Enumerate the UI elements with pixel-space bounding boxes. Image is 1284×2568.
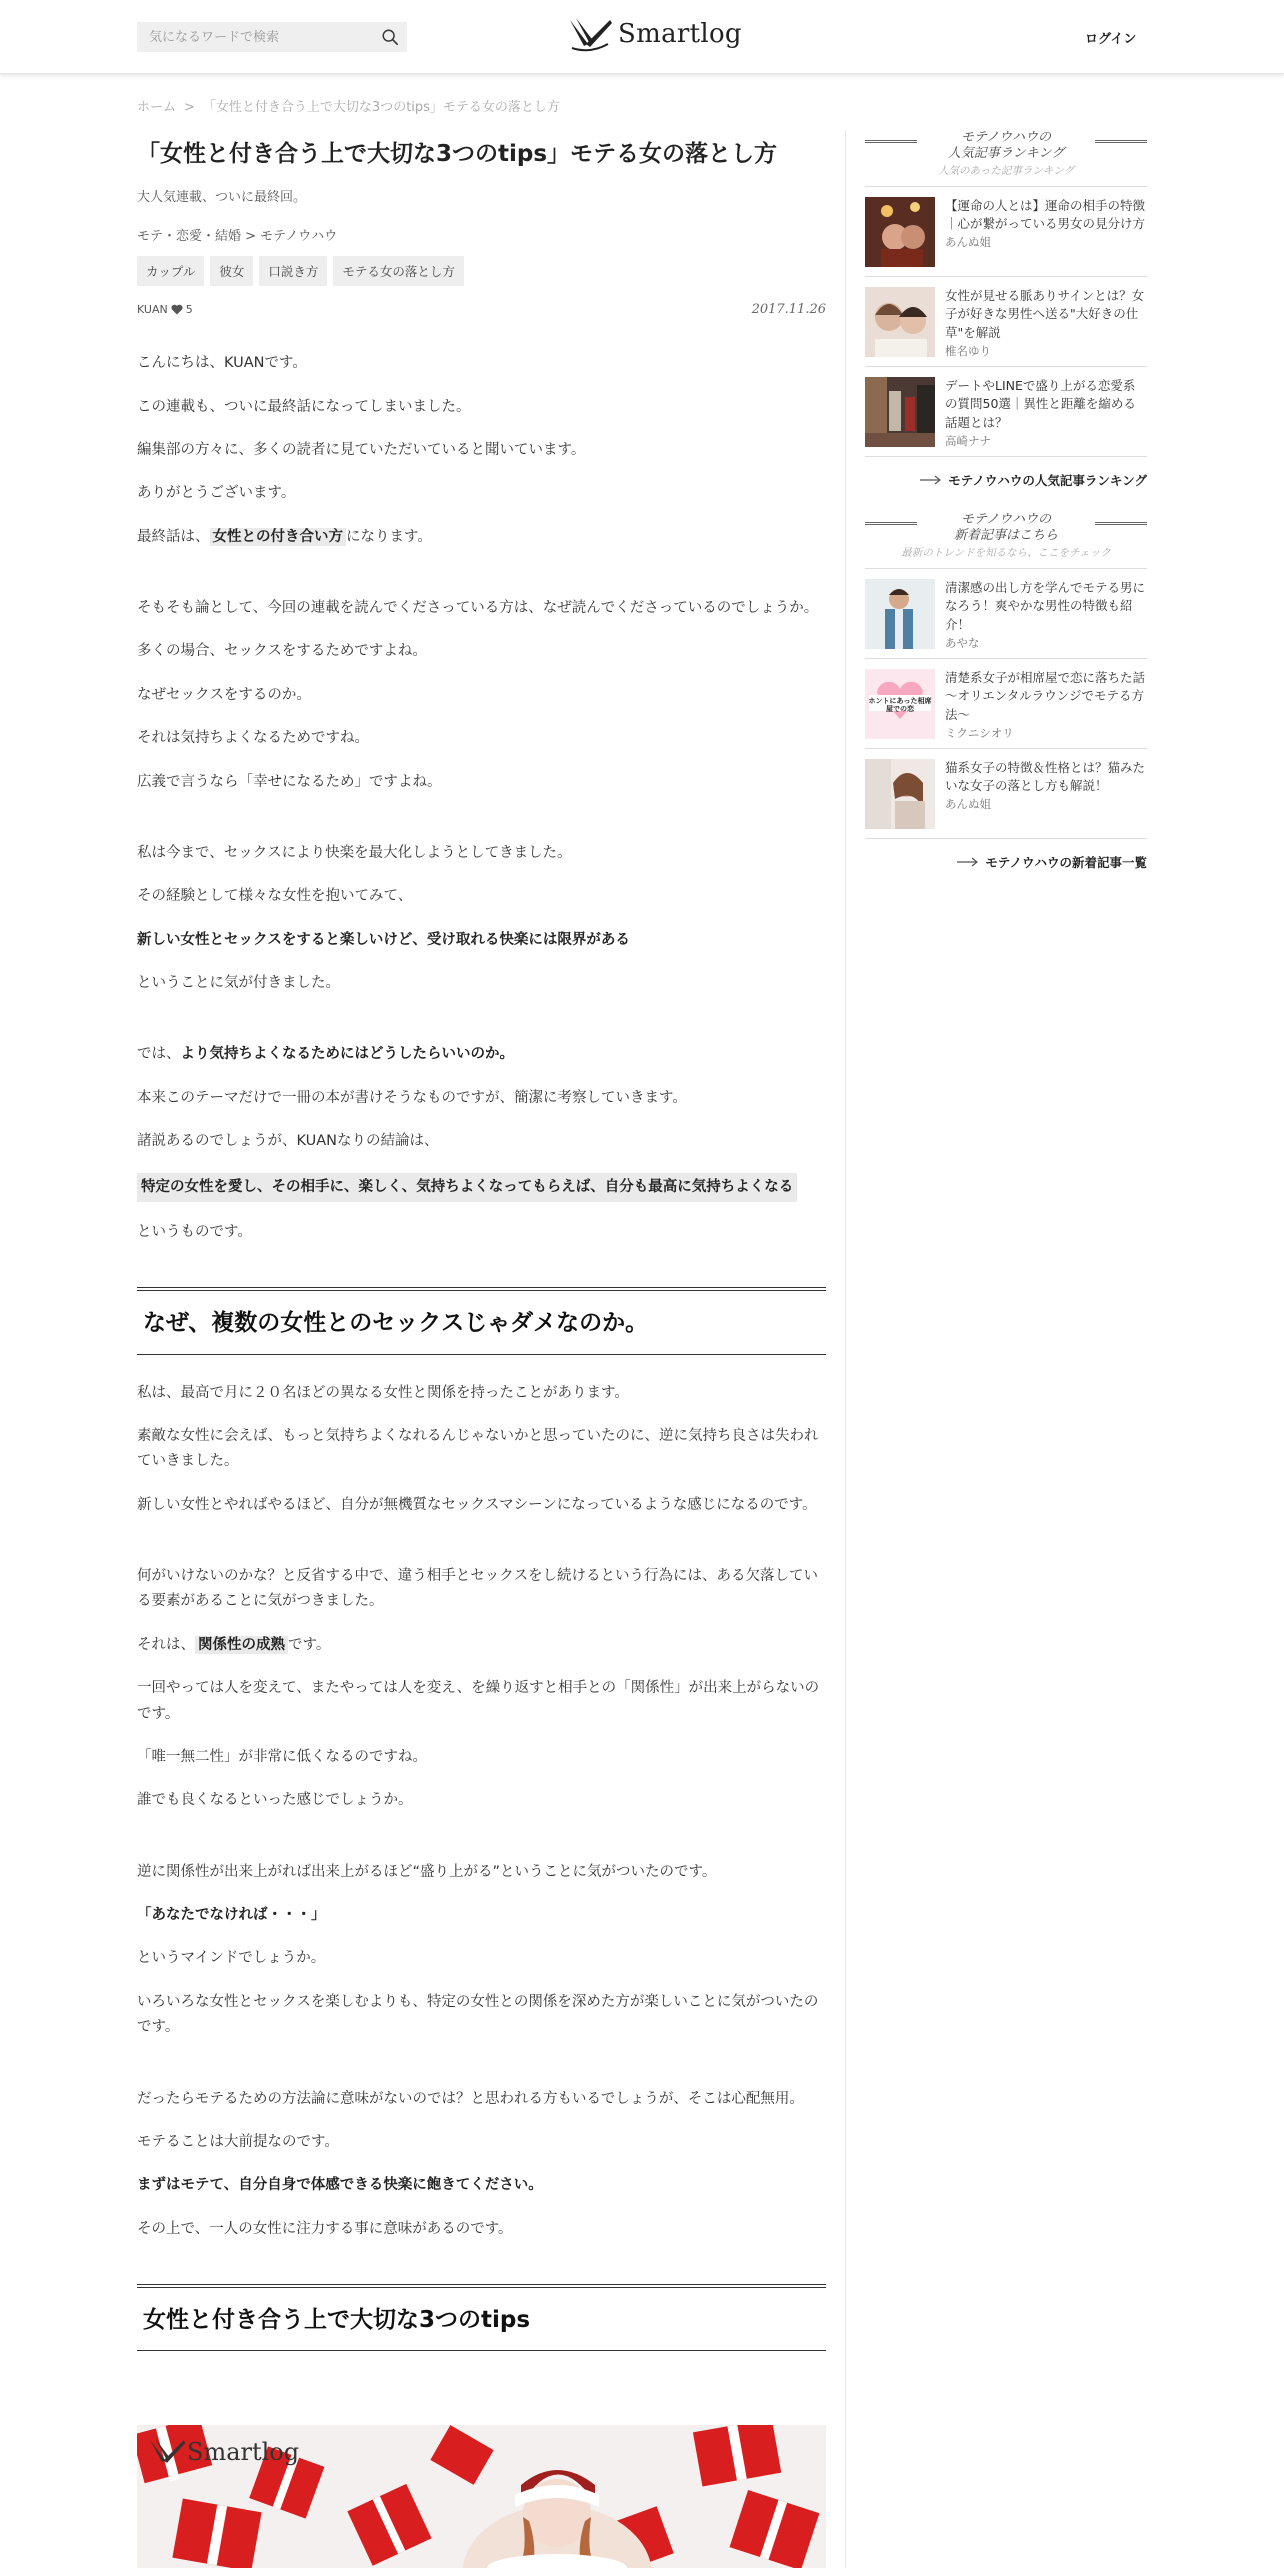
search-box[interactable] [137, 22, 407, 52]
paragraph: 誰でも良くなるといった感じでしょうか。 [137, 1792, 413, 1809]
latest-item-author: あやな [945, 635, 980, 650]
paragraph: 一回やっては人を変えて、またやっては人を変え、を繰り返すと相手との「関係性」が出来上がらないのです。 [137, 1680, 820, 1722]
article-thumbnail [865, 759, 935, 829]
article-body [137, 351, 826, 2351]
thumbnail-caption: ホントにあった相席屋での恋 [868, 696, 932, 713]
latest-item[interactable] [865, 659, 1147, 749]
bold-paragraph: 新しい女性とセックスをすると楽しいけど、受け取れる快楽には限界がある [137, 931, 630, 948]
paragraph: 本来このテーマだけで一冊の本が書けそうなものですが、簡潔に考察していきます。 [137, 1089, 687, 1106]
arrow-right-icon [957, 857, 979, 867]
article-thumbnail [865, 579, 935, 649]
paragraph: 編集部の方々に、多くの読者に見ていただいていると聞いています。 [137, 441, 586, 458]
tag[interactable]: カップル [137, 256, 204, 286]
breadcrumb-separator: > [184, 100, 195, 115]
latest-item-author: あんぬ姐 [945, 797, 991, 811]
article-meta [137, 302, 826, 317]
ranking-item[interactable] [865, 187, 1147, 277]
paragraph: 私は、最高で月に２０名ほどの異なる女性と関係を持ったことがあります。 [137, 1384, 629, 1401]
article-category[interactable]: モテ・恋愛・結婚 > モテノウハウ [137, 229, 338, 245]
article [137, 138, 826, 2377]
paragraph: なぜセックスをするのか。 [137, 686, 311, 703]
breadcrumb [137, 96, 560, 115]
highlight-block: 特定の女性を愛し、その相手に、楽しく、気持ちよくなってもらえば、自分も最高に気持ちよくなる [137, 1173, 797, 1202]
bold-paragraph: 「あなたでなければ・・・」 [137, 1907, 326, 1924]
tag[interactable]: モテる女の落とし方 [333, 256, 464, 286]
search-icon[interactable] [381, 28, 399, 46]
paragraph: 素敵な女性に会えば、もっと気持ちよくなれるんじゃないかと思っていたのに、逆に気持ち良さは失われていきました。 [137, 1427, 819, 1470]
logo-mark-icon [566, 14, 614, 54]
paragraph: 新しい女性とやればやるほど、自分が無機質なセックスマシーンになっているような感じになるのです。 [137, 1496, 817, 1513]
author-name[interactable]: KUAN [137, 303, 168, 317]
logo-mark-icon [147, 2435, 187, 2469]
paragraph: この連載も、ついに最終話になってしまいました。 [137, 398, 471, 415]
arrow-right-icon [920, 475, 942, 485]
bold-paragraph: まずはモテて、自分自身で体感できる快楽に飽きてください。 [137, 2177, 543, 2194]
hero-logo [147, 2435, 299, 2469]
sidebar-heading: モテノウハウの 新着記事はこちら 最新のトレンドを知るなら、ここをチェック [865, 512, 1147, 560]
latest-item-author: ミクニシオリ [945, 725, 1014, 740]
paragraph: 逆に関係性が出来上がれば出来上がるほど“盛り上がる”ということに気がついたのです。 [137, 1863, 717, 1880]
highlight: 女性との付き合い方 [210, 528, 347, 546]
tag[interactable]: 彼女 [210, 256, 253, 286]
breadcrumb-current: 「女性と付き合う上で大切な3つのtips」モテる女の落とし方 [202, 100, 560, 115]
site-logo[interactable] [566, 14, 742, 54]
paragraph: 広義で言うなら「幸せになるため」ですよね。 [137, 773, 442, 790]
paragraph: 最終話は、 女性との付き合い方 になります。 [137, 528, 432, 545]
hero-logo-text: Smartlog [187, 2438, 300, 2466]
ranking-item-author: 高崎ナナ [945, 433, 991, 448]
paragraph: 多くの場合、セックスをするためですよね。 [137, 643, 427, 660]
paragraph: 「唯一無二性」が非常に低くなるのですね。 [137, 1748, 427, 1765]
breadcrumb-home[interactable]: ホーム [137, 100, 177, 115]
article-thumbnail [865, 197, 935, 267]
ranking-item-title: 女性が見せる脈ありサインとは？女子が好きな男性へ送る"大好きの仕草"を解説 [945, 287, 1145, 340]
paragraph: ということに気が付きました。 [137, 975, 340, 992]
paragraph: こんにちは、KUANです。 [137, 355, 307, 372]
sidebar-latest [865, 512, 1147, 871]
paragraph: それは気持ちよくなるためですね。 [137, 730, 369, 747]
paragraph: それは、 関係性の成熟 です。 [137, 1636, 331, 1653]
ranking-item[interactable] [865, 367, 1147, 457]
paragraph: その上で、一人の女性に注力する事に意味があるのです。 [137, 2220, 513, 2237]
tag-list [137, 256, 826, 286]
paragraph: そもそも論として、今回の連載を読んでくださっている方は、なぜ読んでくださっているのでしょうか。 [137, 600, 819, 617]
like-count: 5 [185, 303, 193, 317]
search-input[interactable] [137, 22, 367, 52]
ranking-item-author: あんぬ姐 [945, 235, 991, 249]
paragraph: 諸説あるのでしょうが、KUANなりの結論は、 [137, 1133, 439, 1150]
latest-item-title: 猫系女子の特徴＆性格とは？猫みたいな女子の落とし方も解説！ [945, 759, 1146, 794]
login-link[interactable]: ログイン [1085, 32, 1137, 47]
sidebar-ranking [865, 130, 1147, 489]
tag[interactable]: 口説き方 [259, 256, 327, 286]
sidebar-heading: モテノウハウの 人気記事ランキング 人気のあった記事ランキング [865, 130, 1147, 178]
latest-item[interactable] [865, 569, 1147, 659]
heart-icon[interactable] [171, 304, 183, 315]
paragraph: 私は今まで、セックスにより快楽を最大化しようとしてきました。 [137, 844, 572, 861]
ranking-item-title: 【運命の人とは】運命の相手の特徴｜心が繋がっている男女の見分け方 [945, 197, 1146, 232]
paragraph: というものです。 [137, 1223, 252, 1240]
section-heading: なぜ、複数の女性とのセックスじゃダメなのか。 [137, 1287, 826, 1354]
article-thumbnail [865, 287, 935, 357]
article-title: 「女性と付き合う上で大切な3つのtips」モテる女の落とし方 [137, 141, 778, 167]
ranking-item-title: デートやLINEで盛り上がる恋愛系の質問50選｜異性と距離を縮める話題とは？ [945, 377, 1136, 430]
ranking-item-author: 椎名ゆり [945, 343, 991, 358]
article-thumbnail [865, 669, 935, 739]
article-date: 2017.11.26 [751, 302, 826, 318]
paragraph: ありがとうございます。 [137, 485, 296, 502]
latest-item-title: 清楚系女子が相席屋で恋に落ちた話 〜オリエンタルラウンジでモテる方法〜 [945, 669, 1146, 722]
paragraph: その経験として様々な女性を抱いてみて、 [137, 888, 413, 905]
ranking-item[interactable] [865, 277, 1147, 367]
paragraph: だったらモテるための方法論に意味がないのでは？と思われる方もいるでしょうが、そこは心配無用。 [137, 2090, 804, 2107]
logo-text: Smartlog [618, 19, 742, 49]
latest-item-title: 清潔感の出し方を学んでモテる男になろう！爽やかな男性の特徴も紹介！ [945, 579, 1146, 632]
paragraph: というマインドでしょうか。 [137, 1950, 326, 1967]
paragraph [137, 1173, 826, 1202]
paragraph: 何がいけないのかな？と反省する中で、違う相手とセックスをし続けるという行為には、ある欠落している要素があることに気がつきました。 [137, 1568, 819, 1610]
latest-item[interactable] [865, 749, 1147, 839]
site-header [0, 0, 1284, 74]
section-heading: 女性と付き合う上で大切な3つのtips [137, 2284, 826, 2351]
column-divider [845, 130, 846, 2568]
paragraph: モテることは大前提なのです。 [137, 2133, 339, 2150]
highlight: 関係性の成熟 [195, 1636, 288, 1654]
hero-image [137, 2425, 826, 2568]
ranking-more-link[interactable]: モテノウハウの人気記事ランキング [865, 471, 1147, 489]
paragraph: いろいろな女性とセックスを楽しむよりも、特定の女性との関係を深めた方が楽しいことに気がついたのです。 [137, 1993, 819, 2036]
article-thumbnail [865, 377, 935, 447]
latest-more-link[interactable]: モテノウハウの新着記事一覧 [865, 853, 1147, 871]
paragraph: では、より気持ちよくなるためにはどうしたらいいのか。 [137, 1046, 514, 1063]
article-subtitle: 大人気連載、ついに最終回。 [137, 190, 307, 206]
